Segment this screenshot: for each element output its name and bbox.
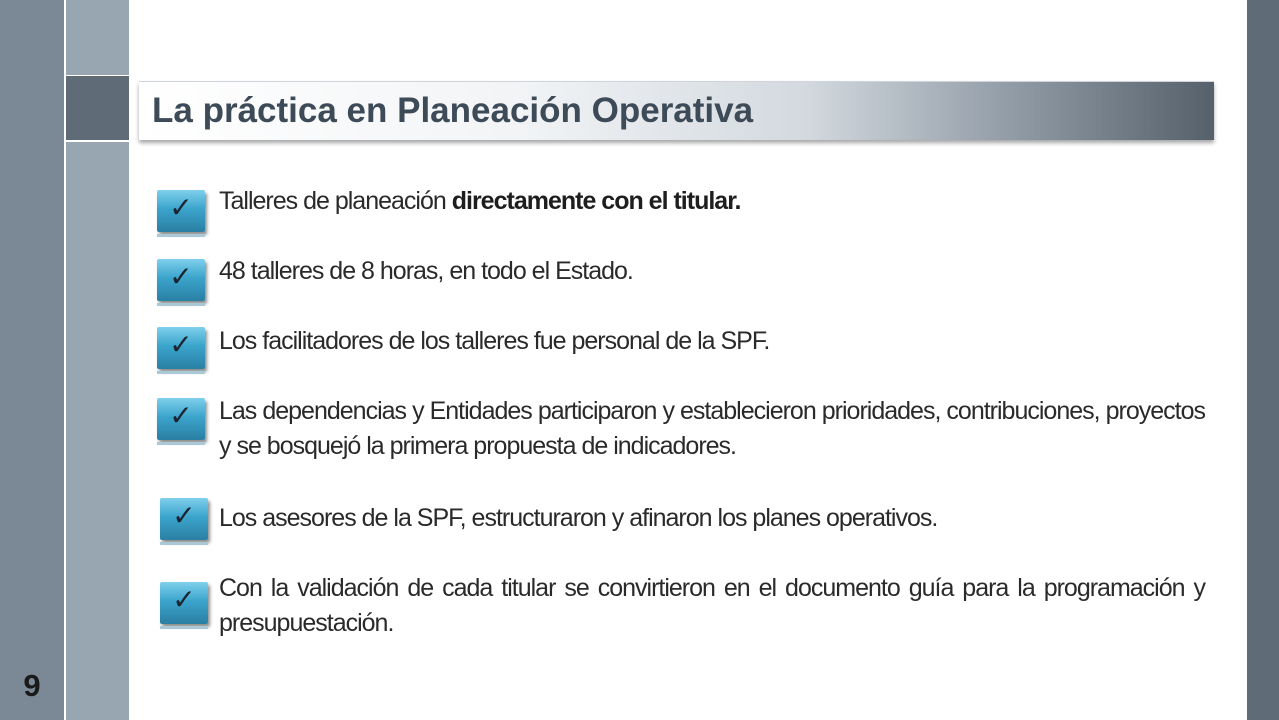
checkmark-icon: ✓ (157, 398, 205, 440)
bullet-text (219, 184, 1205, 219)
bullet-text: Las dependencias y Entidades participaron y establecieron prioridades, contribuciones, proyectos y se bosquejó la primera propuesta de indicadores. (219, 397, 1205, 460)
page-number: 9 (23, 668, 41, 703)
slide-title: La práctica en Planeación Operativa (152, 91, 754, 130)
bullet-text: Los asesores de la SPF, estructuraron y afinaron los planes operativos. (219, 504, 938, 532)
band-line-bottom (66, 140, 129, 142)
bullet-text: Los facilitadores de los talleres fue personal de la SPF. (219, 327, 770, 355)
left-dark-band (0, 0, 64, 720)
bullet-text-regular: Talleres de planeación (219, 187, 452, 215)
band-accent-box (66, 76, 129, 140)
checkmark-icon: ✓ (157, 259, 205, 301)
bullet-text-bold: directamente con el titular. (451, 187, 741, 215)
checkmark-icon: ✓ (157, 190, 205, 232)
checkmark-icon: ✓ (157, 327, 205, 369)
title-bar (139, 81, 1214, 140)
checkmark-icon: ✓ (160, 582, 208, 624)
right-band (1247, 0, 1279, 720)
bullet-text: Con la validación de cada titular se convirtieron en el documento guía para la programación y presupuestación. (219, 574, 1205, 637)
checkmark-icon: ✓ (160, 498, 208, 540)
bullet-text: 48 talleres de 8 horas, en todo el Estado. (219, 257, 633, 285)
